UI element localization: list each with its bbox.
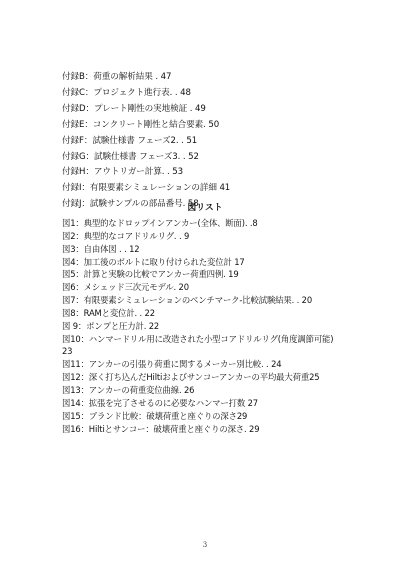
figure-entry-9: 図 9：ポンプと圧力計. 22 bbox=[62, 320, 160, 331]
figure-entry-1: 図1：典型的なドロップインアンカー(全体、断面). .8 bbox=[62, 218, 258, 228]
figure-entry-8: 図8：RAMと変位計. . 22 bbox=[62, 307, 155, 318]
appendix-entry-j: 付録J：試験サンプルの部品番号. 58 bbox=[62, 199, 199, 210]
figure-entry-16: 図16：Hiltiとサンコー：破壊荷重と座ぐりの深さ. 29 bbox=[62, 423, 260, 434]
figure-entry-12: 図12：深く打ち込んだHiltiおよびサンコーアンカーの平均最大荷重25 bbox=[62, 372, 320, 383]
appendix-entry-i: 付録I：有限要素シミュレーションの詳細 41 bbox=[62, 183, 231, 194]
page-number: 3 bbox=[202, 541, 208, 549]
figure-entry-5: 図5：計算と実験の比較でアンカー荷重四例. 19 bbox=[62, 269, 239, 280]
figure-entry-2: 図2：典型的なコアドリルリグ. . 9 bbox=[62, 230, 190, 241]
figure-entry-11: 図11：アンカーの引張り荷重に関するメーカー別比較. . 24 bbox=[62, 359, 282, 370]
figure-entry-6: 図6：メシェッド三次元モデル. 20 bbox=[62, 282, 189, 293]
appendix-entry-h: 付録H：アウトリガー計算. . 53 bbox=[62, 167, 183, 178]
appendix-entry-c: 付録C：プロジェクト進行表. . 48 bbox=[62, 87, 191, 98]
figure-list-heading: 図リスト bbox=[187, 203, 223, 213]
figure-entry-13: 図13：アンカーの荷重変位曲線. 26 bbox=[62, 384, 195, 395]
figure-entry-7: 図7：有限要素シミュレーションのベンチマーク-比較試験結果. . 20 bbox=[62, 295, 313, 306]
figure-entry-14: 図14：拡張を完了させるのに必要なハンマー打数 27 bbox=[62, 397, 258, 408]
figure-entry-10: 図10：ハンマードリル用に改造された小型コアドリルリグ(角度調節可能) bbox=[62, 333, 334, 344]
figure-entry-4: 図4：加工後のボルトに取り付けられた変位計 17 bbox=[62, 256, 245, 267]
appendix-entry-f: 付録F：試験仕様書 フェーズ2. . 51 bbox=[62, 135, 198, 146]
appendix-entry-g: 付録G：試験仕様書 フェーズ3. . 52 bbox=[62, 151, 199, 162]
appendix-entry-d: 付録D：プレート剛性の実地検証 . 49 bbox=[62, 103, 206, 114]
figure-entry-15: 図15：ブランド比較：破壊荷重と座ぐりの深さ29 bbox=[62, 410, 248, 421]
figure-list bbox=[62, 217, 333, 435]
figure-entry-10-page: 23 bbox=[62, 346, 73, 357]
figure-entry-3: 図3：自由体図 . . 12 bbox=[62, 243, 140, 254]
appendix-entry-e: 付録E：コンクリート剛性と結合要素. 50 bbox=[62, 119, 220, 130]
appendix-entry-b: 付録B：荷重の解析結果 . 47 bbox=[62, 72, 172, 82]
appendix-list bbox=[62, 70, 230, 213]
